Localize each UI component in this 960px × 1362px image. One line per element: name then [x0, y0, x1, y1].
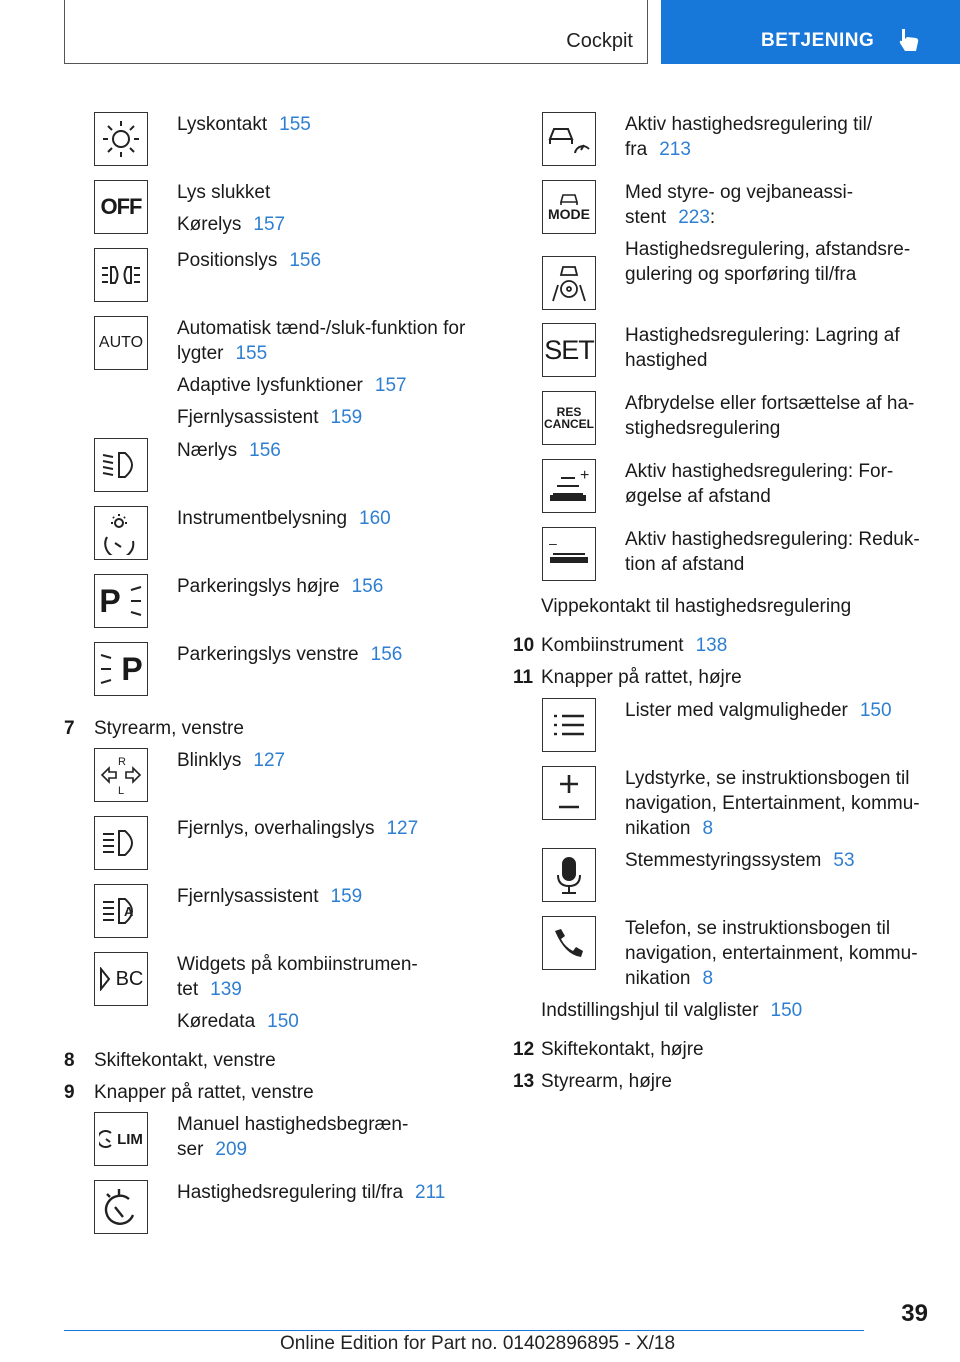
- page-ref-link[interactable]: 53: [833, 850, 855, 871]
- item-widgets: Widgets på kombiinstrumen- tet 139: [177, 954, 418, 1000]
- header-chapter-box: [661, 0, 960, 64]
- section-styrearm-venstre: Styrearm, venstre: [94, 718, 244, 739]
- active-cruise-icon: [542, 112, 596, 166]
- page-ref-link[interactable]: 211: [415, 1182, 446, 1203]
- position-lights-icon: [94, 248, 148, 302]
- page-ref-link[interactable]: 209: [215, 1139, 248, 1160]
- section-number: 10: [513, 635, 535, 656]
- page-ref-link[interactable]: 160: [359, 508, 391, 529]
- page-ref-link[interactable]: 159: [330, 407, 363, 428]
- svg-text:L: L: [118, 785, 125, 797]
- page-ref-link[interactable]: 138: [695, 635, 728, 656]
- page-ref-link[interactable]: 155: [235, 343, 268, 364]
- instrument-lighting-icon: [94, 506, 148, 560]
- list-icon: [542, 698, 596, 752]
- page-ref-link[interactable]: 159: [330, 886, 363, 907]
- footer-edition-text: Online Edition for Part no. 01402896895 - X/18: [280, 1333, 676, 1354]
- page-number: 39: [901, 1300, 928, 1327]
- item-set-speed: Hastighedsregulering: Lagring af hastighed: [625, 325, 900, 371]
- item-cruise-control: Hastighedsregulering til/fra 211: [177, 1182, 446, 1203]
- steering-assist-icon: [542, 256, 596, 310]
- item-res-cancel: Afbrydelse eller fortsættelse af ha- stighedsregulering: [625, 393, 915, 439]
- page-ref-link[interactable]: 127: [386, 818, 419, 839]
- section-skiftekontakt-hojre: Skiftekontakt, højre: [541, 1039, 704, 1060]
- item-adaptive: Adaptive lysfunktioner 157: [177, 375, 407, 396]
- item-parkeringslys-hojre: Parkeringslys højre 156: [177, 576, 384, 597]
- auto-icon: AUTO: [94, 316, 148, 370]
- hand-pointer-icon: [897, 27, 921, 53]
- page-ref-link[interactable]: 8: [702, 818, 714, 839]
- item-voice-control: Stemmestyringssystem 53: [625, 850, 855, 871]
- header-section-box: [64, 0, 648, 64]
- section-styrearm-hojre: Styrearm, højre: [541, 1071, 672, 1092]
- section-number: 12: [513, 1039, 535, 1060]
- section-knapper-hojre: Knapper på rattet, højre: [541, 667, 742, 688]
- item-koredata: Køredata 150: [177, 1011, 299, 1032]
- page-ref-link[interactable]: 150: [770, 1000, 803, 1021]
- section-number: 8: [64, 1050, 75, 1071]
- item-lists: Lister med valgmuligheder 150: [625, 700, 892, 721]
- item-lys-slukket: Lys slukket: [177, 182, 271, 203]
- item-parkeringslys-venstre: Parkeringslys venstre 156: [177, 644, 403, 665]
- svg-text:–: –: [549, 535, 557, 551]
- item-automatisk: Automatisk tænd-/sluk-funktion for lygter 155: [177, 318, 466, 364]
- turn-signal-icon: [94, 748, 148, 802]
- item-blinklys: Blinklys 127: [177, 750, 286, 771]
- item-vippekontakt: Vippekontakt til hastighedsregulering: [541, 596, 852, 617]
- item-acc-distance: Hastighedsregulering, afstandsre- gulering og sporføring til/fra: [625, 239, 911, 285]
- set-icon: SET: [542, 323, 596, 377]
- page-ref-link[interactable]: 223: [678, 207, 710, 228]
- item-fjernlysassistent-2: Fjernlysassistent 159: [177, 886, 363, 907]
- page-ref-link[interactable]: 157: [253, 214, 286, 235]
- page-ref-link[interactable]: 157: [374, 375, 407, 396]
- item-korelys: Kørelys 157: [177, 214, 286, 235]
- voice-control-icon: [542, 848, 596, 902]
- section-number: 7: [64, 718, 75, 739]
- section-number: 11: [513, 667, 534, 688]
- off-icon: OFF: [94, 180, 148, 234]
- page-ref-link[interactable]: 156: [370, 644, 403, 665]
- page-ref-link[interactable]: 156: [249, 440, 281, 461]
- svg-text:+: +: [580, 467, 590, 484]
- section-skiftekontakt-venstre: Skiftekontakt, venstre: [94, 1050, 276, 1071]
- section-knapper-venstre: Knapper på rattet, venstre: [94, 1082, 314, 1103]
- header-section-title: Cockpit: [566, 30, 633, 52]
- item-distance-increase: Aktiv hastighedsregulering: For- øgelse af afstand: [625, 461, 894, 507]
- parking-light-left-icon: P: [94, 642, 148, 696]
- mode-icon: MODE: [542, 180, 596, 234]
- section-kombiinstrument: Kombiinstrument 138: [541, 635, 728, 656]
- item-instrumentbelysning: Instrumentbelysning 160: [177, 508, 391, 529]
- page-ref-link[interactable]: 155: [279, 114, 311, 135]
- section-number: 9: [64, 1082, 75, 1103]
- header-chapter-title: BETJENING: [761, 30, 875, 51]
- page-ref-link[interactable]: 156: [289, 250, 322, 271]
- volume-icon: [542, 766, 596, 820]
- page-ref-link[interactable]: 150: [267, 1011, 299, 1032]
- page-ref-link[interactable]: 156: [351, 576, 384, 597]
- distance-decrease-icon: [542, 527, 596, 581]
- item-phone: Telefon, se instruktionsbogen til navigation, entertainment, kommu- nikation 8: [625, 918, 918, 989]
- item-fjernlysassistent-1: Fjernlysassistent 159: [177, 407, 363, 428]
- item-speed-limiter: Manuel hastighedsbegræn- ser 209: [177, 1114, 409, 1160]
- item-lyskontakt: Lyskontakt 155: [177, 114, 311, 135]
- item-active-cruise: Aktiv hastighedsregulering til/ fra 213: [625, 114, 873, 160]
- high-beam-icon: [94, 816, 148, 870]
- page-ref-link[interactable]: 150: [859, 700, 892, 721]
- item-naerlys: Nærlys 156: [177, 440, 281, 461]
- svg-text:R: R: [118, 756, 126, 768]
- footer-divider: [64, 1330, 864, 1331]
- page-ref-link[interactable]: 127: [253, 750, 286, 771]
- item-positionslys: Positionslys 156: [177, 250, 322, 271]
- bc-icon: BC: [94, 952, 148, 1006]
- light-switch-icon: [94, 112, 148, 166]
- phone-icon: [542, 916, 596, 970]
- parking-light-right-icon: P: [94, 574, 148, 628]
- speed-limiter-icon: LIM: [94, 1112, 148, 1166]
- res-cancel-icon: RES CANCEL: [542, 391, 596, 445]
- cruise-control-icon: [94, 1180, 148, 1234]
- item-steering-assist: Med styre- og vejbaneassi- stent 223:: [625, 182, 854, 228]
- item-thumbwheel: Indstillingshjul til valglister 150: [541, 1000, 803, 1021]
- svg-text:A: A: [124, 904, 134, 919]
- page-ref-link[interactable]: 8: [702, 968, 714, 989]
- section-number: 13: [513, 1071, 535, 1092]
- item-distance-decrease: Aktiv hastighedsregulering: Reduk- tion af afstand: [625, 529, 920, 575]
- page-ref-link[interactable]: 213: [659, 139, 691, 160]
- distance-increase-icon: [542, 459, 596, 513]
- page-ref-link[interactable]: 139: [210, 979, 242, 1000]
- low-beam-icon: [94, 438, 148, 492]
- high-beam-assist-icon: [94, 884, 148, 938]
- item-fjernlys: Fjernlys, overhalingslys 127: [177, 818, 419, 839]
- item-volume: Lydstyrke, se instruktionsbogen til navigation, Entertainment, kommu- nikation 8: [625, 768, 920, 839]
